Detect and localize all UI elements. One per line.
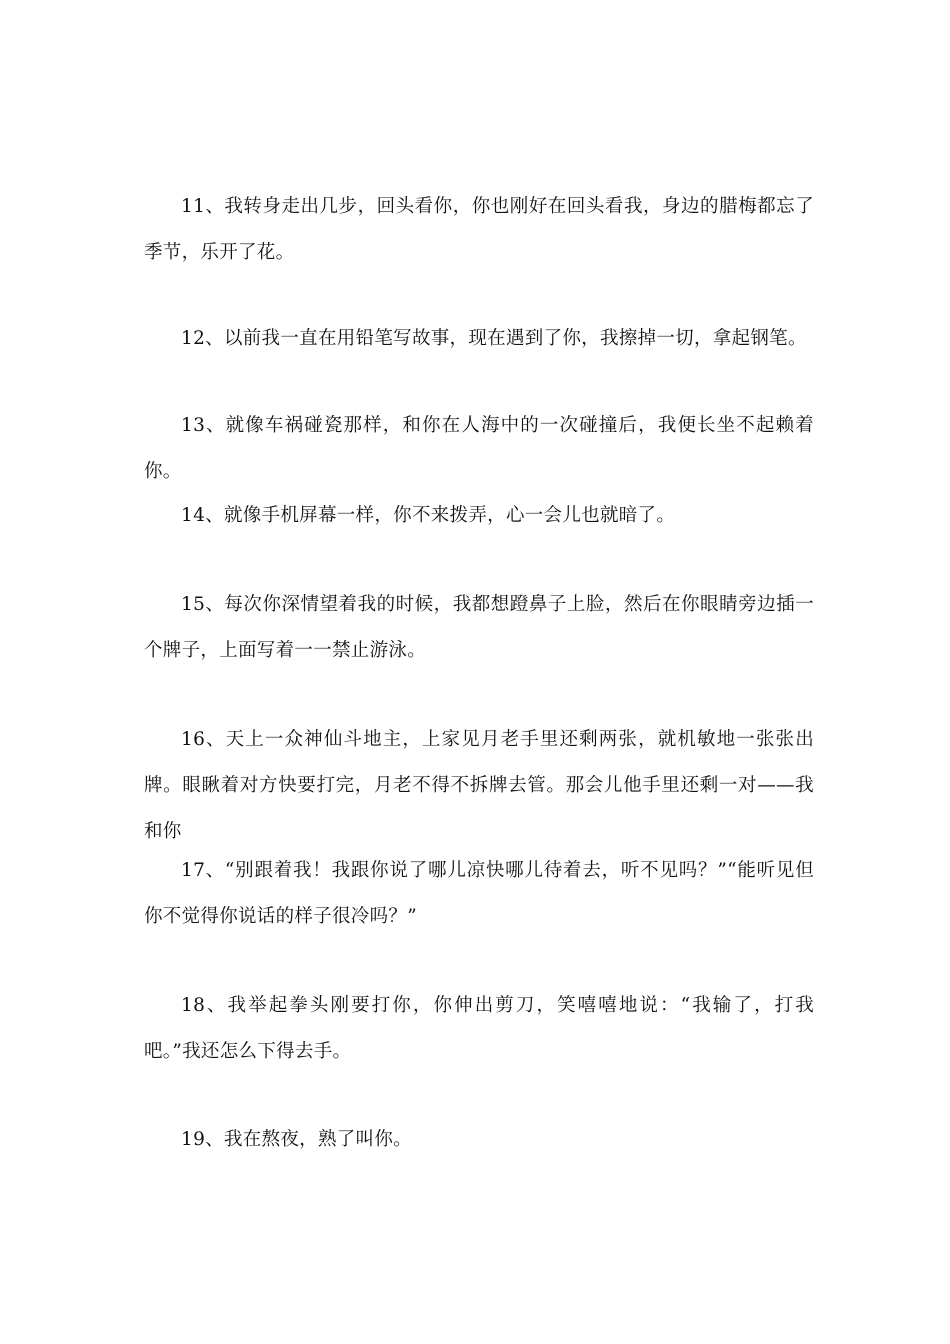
paragraph-17: 17、“别跟着我！我跟你说了哪儿凉快哪儿待着去，听不见吗？”“能听见但你不觉得你说话的样子很冷吗？” [144,860,814,927]
paragraph-19: 19、我在熬夜，熟了叫你。 [181,1129,412,1150]
paragraph-15: 15、每次你深情望着我的时候，我都想蹬鼻子上脸，然后在你眼睛旁边插一个牌子，上面写着一一禁止游泳。 [144,594,814,661]
paragraph-16: 16、天上一众神仙斗地主，上家见月老手里还剩两张，就机敏地一张张出牌。眼瞅着对方快要打完，月老不得不拆牌去管。那会儿他手里还剩一对——我和你 [144,729,814,842]
paragraph-11: 11、我转身走出几步，回头看你，你也刚好在回头看我，身边的腊梅都忘了季节，乐开了花。 [144,196,814,263]
paragraph-18: 18、我举起拳头刚要打你，你伸出剪刀，笑嘻嘻地说：“我输了，打我吧。”我还怎么下得去手。 [144,995,814,1062]
paragraph-13: 13、就像车祸碰瓷那样，和你在人海中的一次碰撞后，我便长坐不起赖着你。 [144,415,814,482]
paragraph-12: 12、以前我一直在用铅笔写故事，现在遇到了你，我擦掉一切，拿起钢笔。 [181,328,807,349]
paragraph-14: 14、就像手机屏幕一样，你不来拨弄，心一会儿也就暗了。 [181,505,676,526]
